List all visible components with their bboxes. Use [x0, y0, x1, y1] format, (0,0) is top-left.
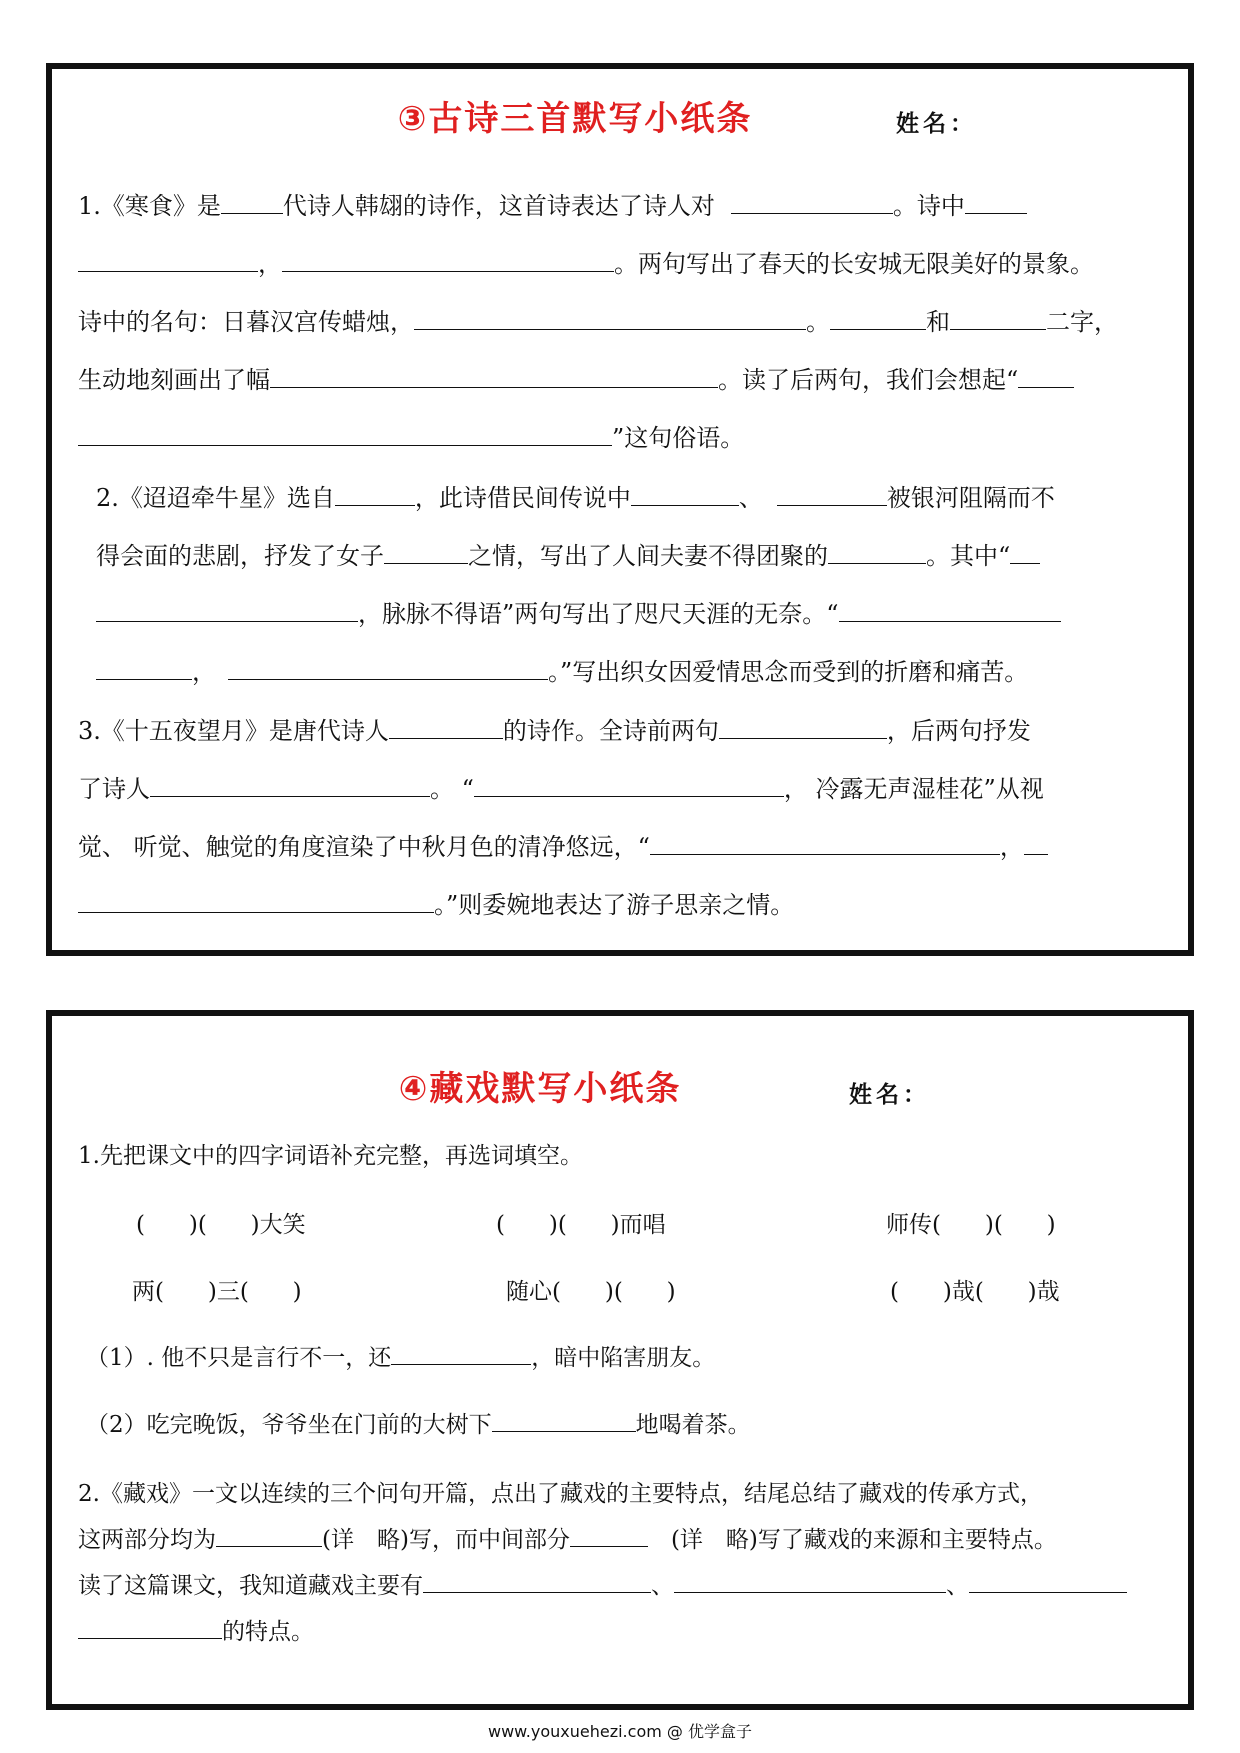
text-line: ”这句俗语。 — [78, 409, 1168, 467]
answer-blank[interactable] — [150, 772, 430, 797]
answer-blank[interactable] — [228, 655, 548, 680]
answer-blank[interactable] — [777, 481, 887, 506]
idiom-fill-item[interactable]: 随心( )( ) — [506, 1279, 676, 1305]
answer-blank[interactable] — [719, 714, 887, 739]
footer-watermark: www.youxuehezi.com @ 优学盒子 — [488, 1722, 752, 1741]
question-3-shiwuye — [78, 702, 1156, 934]
dictation-card-ancient-poems — [46, 63, 1194, 956]
answer-blank[interactable] — [216, 1524, 322, 1547]
text-line: 2.《迢迢牵牛星》选自 ，此诗借民间传说中 、 被银河阻隔而不 — [96, 469, 1168, 527]
idiom-fill-item[interactable]: ( )哉( )哉 — [890, 1279, 1060, 1305]
text-line: 诗中的名句：日暮汉宫传蜡烛， 。 和 二字， — [78, 293, 1168, 351]
answer-blank[interactable] — [96, 655, 192, 680]
sentence-fill-1: （1）. 他不只是言行不一，还 ，暗中陷害朋友。 — [86, 1339, 715, 1372]
answer-blank[interactable] — [631, 481, 739, 506]
name-label: 姓名： — [896, 111, 977, 137]
idiom-fill-item[interactable]: ( )( )大笑 — [136, 1212, 306, 1238]
text-line: 生动地刻画出了幅 。读了后两句，我们会想起“ — [78, 351, 1168, 409]
answer-blank[interactable] — [570, 1524, 648, 1547]
text-line: ，脉脉不得语”两句写出了咫尺天涯的无奈。“ — [96, 585, 1168, 643]
answer-blank[interactable] — [474, 772, 784, 797]
answer-blank[interactable] — [731, 189, 893, 214]
answer-blank[interactable] — [282, 247, 614, 272]
answer-blank[interactable] — [391, 1342, 531, 1365]
text-line: ， 。”写出织女因爱情思念而受到的折磨和痛苦。 — [96, 643, 1168, 701]
answer-blank[interactable] — [650, 830, 1000, 855]
idiom-fill-item[interactable]: 两( )三( ) — [132, 1279, 302, 1305]
card-title: ④藏戏默写小纸条 — [398, 1069, 682, 1109]
question-1-prompt: 1.先把课文中的四字词语补充完整，再选词填空。 — [78, 1143, 583, 1169]
answer-blank[interactable] — [830, 305, 926, 330]
question-1-hanshi — [78, 177, 1168, 467]
answer-blank[interactable] — [78, 1616, 222, 1639]
text-line: 1.《寒食》是 代诗人韩翃的诗作，这首诗表达了诗人对 。诗中 — [78, 177, 1168, 235]
answer-blank[interactable] — [969, 1570, 1127, 1593]
answer-blank[interactable] — [78, 888, 434, 913]
answer-blank[interactable] — [96, 597, 358, 622]
dictation-card-zangxi — [46, 1010, 1194, 1710]
answer-blank[interactable] — [950, 305, 1046, 330]
text-line: ， 。两句写出了春天的长安城无限美好的景象。 — [78, 235, 1168, 293]
question-2-zangxi-structure — [78, 1471, 1162, 1655]
answer-blank[interactable] — [1018, 363, 1074, 388]
card-title: ③古诗三首默写小纸条 — [397, 99, 753, 139]
question-2-tiaotiao — [96, 469, 1168, 701]
idiom-fill-item[interactable]: ( )( )而唱 — [496, 1212, 666, 1238]
answer-blank[interactable] — [828, 539, 926, 564]
text-line: 这两部分均为 (详 略)写，而中间部分 (详 略)写了藏戏的来源和主要特点。 — [78, 1517, 1162, 1563]
answer-blank[interactable] — [674, 1570, 946, 1593]
answer-blank[interactable] — [384, 539, 468, 564]
answer-blank[interactable] — [389, 714, 503, 739]
answer-blank[interactable] — [78, 421, 612, 446]
answer-blank[interactable] — [423, 1570, 651, 1593]
answer-blank[interactable] — [270, 363, 718, 388]
answer-blank[interactable] — [1024, 830, 1048, 855]
text-line: 3.《十五夜望月》是唐代诗人 的诗作。全诗前两句 ，后两句抒发 — [78, 702, 1156, 760]
text-line: 读了这篇课文，我知道藏戏主要有 、 、 — [78, 1563, 1162, 1609]
idiom-fill-item[interactable]: 师传( )( ) — [886, 1212, 1056, 1238]
text-line: 2.《藏戏》一文以连续的三个问句开篇，点出了藏戏的主要特点，结尾总结了藏戏的传承方式， — [78, 1481, 1043, 1507]
answer-blank[interactable] — [78, 247, 258, 272]
text-line: 得会面的悲剧，抒发了女子 之情，写出了人间夫妻不得团聚的 。其中“ — [96, 527, 1168, 585]
text-line: 了诗人 。 “ ， 冷露无声湿桂花”从视 — [78, 760, 1156, 818]
answer-blank[interactable] — [414, 305, 806, 330]
answer-blank[interactable] — [492, 1409, 636, 1432]
sentence-fill-2: （2）吃完晚饭，爷爷坐在门前的大树下 地喝着茶。 — [86, 1406, 751, 1439]
answer-blank[interactable] — [335, 481, 415, 506]
text-line: 。”则委婉地表达了游子思亲之情。 — [78, 876, 1156, 934]
answer-blank[interactable] — [221, 189, 283, 214]
answer-blank[interactable] — [839, 597, 1061, 622]
answer-blank[interactable] — [965, 189, 1027, 214]
text-line: 觉、 听觉、触觉的角度渲染了中秋月色的清净悠远，“ ， — [78, 818, 1156, 876]
text-line: 的特点。 — [78, 1609, 1162, 1655]
name-label: 姓名： — [849, 1082, 930, 1108]
answer-blank[interactable] — [1010, 539, 1040, 564]
